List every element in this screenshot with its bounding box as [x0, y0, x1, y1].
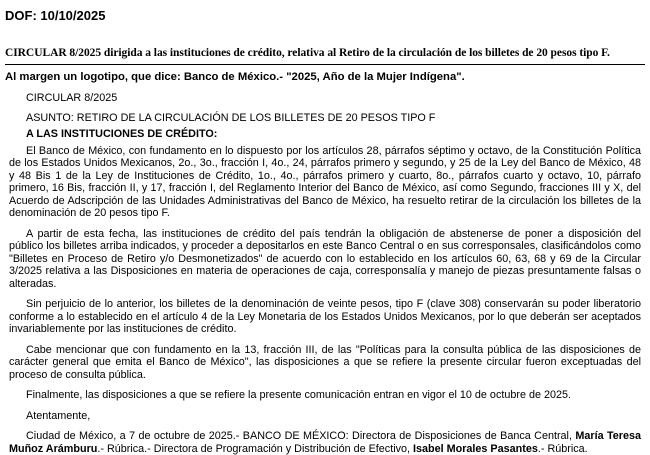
- paragraph-effective-date: Finalmente, las disposiciones a que se refiere la presente comunicación entran en vigor el 10 de octubre de 2025.: [26, 389, 571, 401]
- signature-end: .- Rúbrica.: [537, 442, 588, 455]
- document-body: [9, 92, 641, 455]
- signature-intro: Ciudad de México, a 7 de octubre de 2025.- BANCO DE MÉXICO: Directora de Disposiciones de Banca Central,: [26, 430, 576, 442]
- signature-middle: .- Rúbrica.- Directora de Programación y Distribución de Efectivo,: [97, 442, 414, 455]
- signature-block: [9, 430, 641, 455]
- addressee-heading: A LAS INSTITUCIONES DE CRÉDITO:: [26, 128, 218, 140]
- margin-note: Al margen un logotipo, que dice: Banco de México.- "2025, Año de la Mujer Indígena".: [5, 71, 465, 83]
- dof-date: DOF: 10/10/2025: [5, 8, 106, 23]
- closing-salutation: Atentamente,: [26, 409, 91, 422]
- paragraph-legal-basis: El Banco de México, con fundamento en lo dispuesto por los artículos 28, párrafos séptimo y octavo, de la Constitución Política de los Estados Unidos Mexicanos, 2o., 3o., fracción I, 4o., 24, párrafos primero y segundo, y 25 de la Ley del Banco de México, 48 y 48 Bis 1 de la Ley de Instituciones de Crédito, 1o., 4o., párrafos primero y cuarto, 8o., párrafos cuarto y octavo, 10, párrafo primero, 16 Bis, fracción II, y 17, fracción I, del Reglamento Interior del Banco de México, así como Segundo, fracciones III y X, del Acuerdo de Adscripción de las Unidades Administrativas del Banco de México, ha resuelto retirar de la circulación los billetes de la denominación de 20 pesos tipo F.: [9, 144, 641, 219]
- subject-line: ASUNTO: RETIRO DE LA CIRCULACIÓN DE LOS BILLETES DE 20 PESOS TIPO F: [26, 111, 436, 124]
- paragraph-legal-tender: Sin perjuicio de lo anterior, los billetes de la denominación de veinte pesos, tipo F (clave 308) conservarán su poder liberatorio conforme a lo establecido en el artículo 4 de la Ley Monetaria de los Estados Unidos Mexicanos, por lo que deberán ser aceptados invariablemente por las instituciones de crédito.: [9, 298, 641, 335]
- signatory-name-2: Isabel Morales Pasantes: [413, 442, 538, 455]
- title-divider: [5, 64, 645, 65]
- paragraph-obligation: A partir de esta fecha, las instituciones de crédito del país tendrán la obligación de abstenerse de poner a disposición del público los billetes arriba indicados, y proceder a depositarlos en este Banco Central o en sus corresponsales, clasificándolos como "Billetes en Proceso de Retiro y/o Desmonetizados" de acuerdo con lo establecido en los artículos 60, 63, 68 y 69 de la Circular 3/2025 relativa a las Disposiciones en materia de operaciones de caja, corresponsalía y manejo de piezas presuntamente falsas o alteradas.: [9, 227, 641, 290]
- paragraph-consultation: Cabe mencionar que con fundamento en la 13, fracción III, de las "Políticas para la consulta pública de las disposiciones de carácter general que emita el Banco de México", las disposiciones a que se refiere la presente circular fueron exceptuadas del proceso de consulta pública.: [9, 343, 641, 381]
- circular-number: CIRCULAR 8/2025: [26, 92, 118, 104]
- document-title: CIRCULAR 8/2025 dirigida a las instituciones de crédito, relativa al Retiro de la circulación de los billetes de 20 pesos tipo F.: [5, 47, 610, 59]
- signatory-name-1: María Teresa Muñoz Arámburu: [9, 430, 642, 455]
